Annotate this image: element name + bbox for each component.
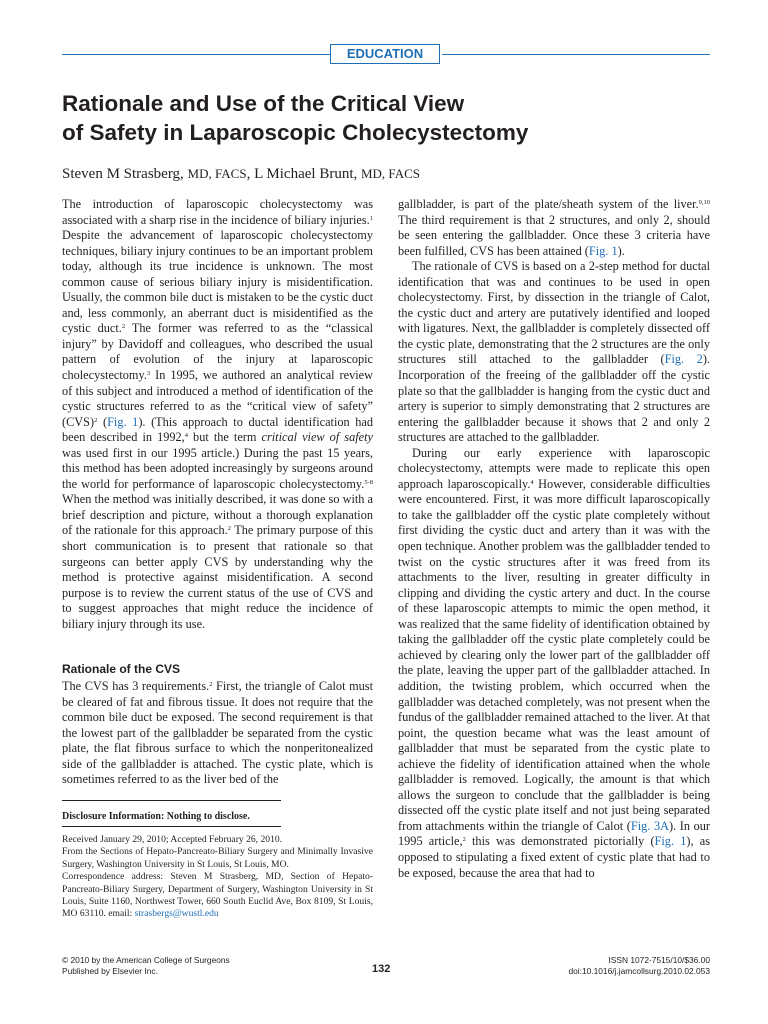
ref-sup: 2 [227,525,231,533]
right-paragraph-1: gallbladder, is part of the plate/sheath system of the liver.$^{9,10}$ The third requirement is that 2 structures, and only 2, should be seen entering the gallbladder. Once these 3 criteria have been fulfilled, CVS has been attained (Fig. 1). [398,197,710,258]
article-notes [62,834,373,921]
section-heading: Rationale of the CVS [62,662,181,676]
footer-left [62,955,230,977]
page-number: 132 [372,963,391,975]
figure-link[interactable]: Fig. 1 [107,414,139,429]
received-note: Received January 29, 2010; Accepted February 26, 2010. [62,834,283,845]
disclosure-rule [62,800,281,801]
right-column [398,197,710,881]
article-title [62,89,682,147]
footer-right [568,955,710,977]
figure-link[interactable]: Fig. 1 [588,243,618,258]
notes-rule [62,826,281,827]
figure-link[interactable]: Fig. 3A [630,818,669,833]
correspondence-note: Correspondence address: Steven M Strasberg, MD, Section of Hepato-Pancreato-Biliary Surgery, Department of Surgery, Washington University in St Louis, Suite 1160, Northwest Tower, 660 South Euclid Ave, Box 8109, St Louis, MO 63110. email: strasbergs@wustl.edu [62,871,373,920]
ref-sup: 1 [369,214,373,222]
left-column-rationale [62,679,373,788]
ref-sup: 4 [184,432,188,440]
ref-sup: 3 [146,370,151,378]
author-2: , L Michael Brunt, [246,166,358,182]
ref-sup: 4 [530,478,534,486]
email-link[interactable]: strasbergs@wustl.edu [134,908,219,920]
rationale-paragraph: The CVS has 3 requirements.$^2$ First, the triangle of Calot must be cleared of fat and fibrous tissue. It does not require that the common bile duct be exposed. The second requirement is that the lowest part of the gallbladder be separated from the cystic plate, the flat fibrous surface to which the nonperitonealized side of the gallbladder is attached. The cystic plate, which is sometimes referred to as the liver bed of the [62,679,373,787]
ref-sup: 5-8 [364,478,373,486]
title-line-1: Rationale and Use of the Critical View [62,91,465,116]
right-paragraph-2: The rationale of CVS is based on a 2-step method for ductal identification that was and continues to be used in open cholecystectomy. First, by dissection in the triangle of Calot, the cystic duct and artery are putatively identified and looped with ligatures. Next, the gallbladder is completely dissected off the cystic plate, demonstrating that the 2 structures are the only structures still attached to the gallbladder (Fig. 2). Incorporation of the freeing of the gallbladder off the cystic plate so that the gallbladder is hanging from the cystic duct and artery is superior to simply demonstrating that 2 structures are entering the gallbladder because it shows that 2 and only 2 structures are attached to the gallbladder. [398,259,710,445]
ref-sup: 2 [209,681,213,688]
left-column-intro [62,197,373,632]
intro-paragraph: The introduction of laparoscopic cholecystectomy was associated with a sharp rise in the incidence of biliary injuries.$^1$ Despite the advancement of laparoscopic cholecystectomy techniques, biliary injury continues to be an important problem today, although its true incidence is unknown. The most common cause of serious biliary injury is misidentification. Usually, the common bile duct is mistaken to be the cystic duct and, less commonly, an aberrant duct is misidentified as the cystic duct.$^2$ The former was referred to as the “classical injury” by Davidoff and colleagues, who described the usual pattern of evolution of the injury at laparoscopic cholecystectomy.$^3$ In 1995, we authored an analytical review of this subject and introduced a method of identification of the cystic structures referred to as the “critical view of safety” (CVS)$^2$ (Fig. 1). (This approach to ductal identification had been described in 1992,$^4$ but the term critical view of safety was used first in our 1995 article.) During the past 15 years, this method has been adopted increasingly by surgeons around the world for performance of laparoscopic cholecystectomy.$^{5-8}$ When the method was initially described, it was done so with a brief description and picture, without a thorough explanation of the rationale for this approach.$^2$ The primary purpose of this short communication is to present that rationale so that surgeons can better apply CVS by understanding why the method is protective against misidentification. A second purpose is to review the current status of the use of CVS and to suggest approaches that might reduce the incidence of biliary injury through its use. [62,197,374,631]
affiliation-note: From the Sections of Hepato-Pancreato-Biliary Surgery and Minimally Invasive Surgery, Washington University in St Louis, St Louis, MO. [62,846,373,870]
header-rule-right [442,54,710,55]
publisher: Published by Elsevier Inc. [62,966,158,976]
author-line [62,166,662,183]
issn: ISSN 1072-7515/10/$36.00 [608,955,710,965]
section-label: EDUCATION [330,44,440,64]
figure-link[interactable]: Fig. 2 [664,352,703,367]
doi: doi:10.1016/j.jamcollsurg.2010.02.053 [568,966,710,976]
header-rule-left [62,54,330,55]
title-line-2: of Safety in Laparoscopic Cholecystectomy [62,120,529,145]
author-1-degrees: MD, FACS [187,166,247,181]
ref-sup: 2 [462,836,466,844]
ref-sup: 9,10 [698,199,710,206]
copyright: © 2010 by the American College of Surgeons [62,955,230,965]
author-2-degrees: MD, FACS [360,166,420,181]
ref-sup: 2 [121,323,126,331]
figure-link[interactable]: Fig. 1 [654,834,687,849]
disclosure-note: Disclosure Information: Nothing to disclose. [62,811,250,822]
author-1: Steven M Strasberg, [62,166,184,182]
right-paragraph-3: During our early experience with laparoscopic cholecystectomy, attempts were made to replicate this open approach laparoscopically.$^4$ However, considerable difficulties were encountered. First, it was more difficult laparoscopically to take the gallbladder off the cystic plate completely without first dividing the cystic duct and artery than it was with the open technique. Another problem was the gallbladder tended to twist on the cystic structures after it was freed from its attachments to the liver, resulting in greater difficulty in clipping and dividing the cystic artery and duct. In the course of these laparoscopic attempts to mimic the open method, it was realized that the same fidelity of identification obtained by taking the gallbladder off the cystic plate completely could be achieved by clearing only the lower part of the gallbladder off the plate, leaving the upper part of the gallbladder attached. In addition, the twisting problem, which occurred when the gallbladder was detached completely, was not present when the fundus of the gallbladder remained attached to the liver. At that point, the question became what was the least amount of gallbladder that must be separated from the cystic plate to achieve the fidelity of identification attained when the whole gallbladder is removed. Logically, the amount is that which allows the surgeon to conclude that the gallbladder is being dissected off the cystic plate itself and not just being separated from attachments within the triangle of Calot (Fig. 3A). In our 1995 article,$^2$ this was demonstrated pictorially (Fig. 1), as opposed to stipulating a fixed extent of cystic plate that had to be exposed, because the area that had to [398,445,710,880]
ref-sup: 2 [94,416,98,424]
